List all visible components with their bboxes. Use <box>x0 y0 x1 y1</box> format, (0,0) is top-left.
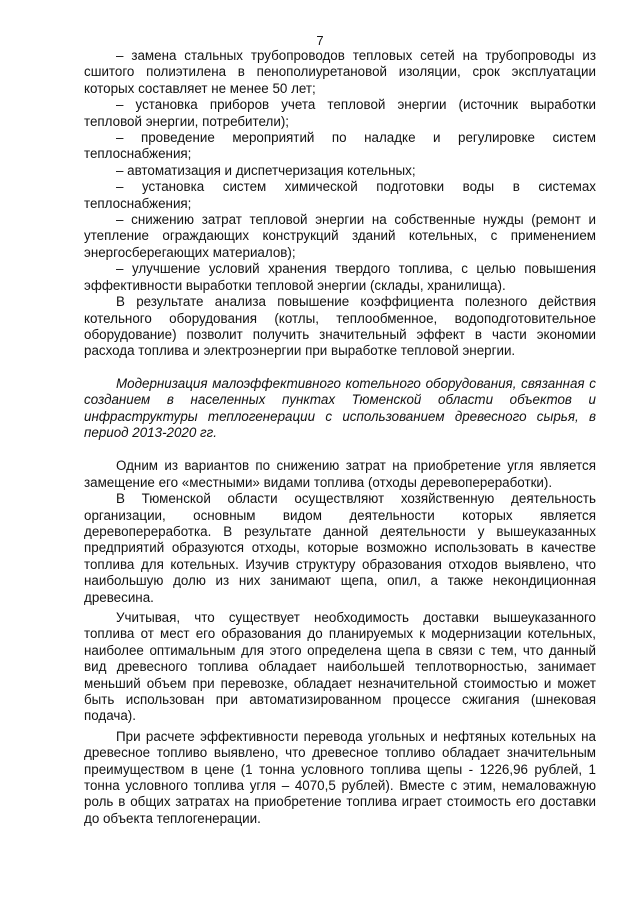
page-number: 7 <box>316 33 324 48</box>
list-item: – проведение мероприятий по наладке и регулировке систем теплоснабжения; <box>84 130 596 162</box>
body-paragraph: При расчете эффективности перевода угольных и нефтяных котельных на древесное топливо выявлено, что древесное топливо обладает значительным преимуществом в цене (1 тонна условного топлива щепы - 1226,96 рублей, 1 тонна условного топлива угля – 4070,5 рублей). Вместе с этим, немаловажную роль в общих затратах на приобретение топлива играет стоимость его доставки до объекта теплогенерации. <box>84 728 596 826</box>
section-gap <box>84 441 596 458</box>
section-heading: Модернизация малоэффективного котельного оборудования, связанная с созданием в населенных пунктах Тюменской области объектов и инфраструктуры теплогенерации с использованием древесного сырья, в период 2013-2020 гг. <box>84 375 596 440</box>
list-item: – замена стальных трубопроводов тепловых сетей на трубопроводы из сшитого полиэтилена в пенополиуретановой изоляции, срок эксплуатации которых составляет не менее 50 лет; <box>84 48 596 96</box>
list-item: – автоматизация и диспетчеризация котельных; <box>116 162 416 178</box>
list-item: – установка приборов учета тепловой энергии (источник выработки тепловой энергии, потребители); <box>84 97 596 129</box>
list-item: – снижению затрат тепловой энергии на собственные нужды (ремонт и утепление ограждающих конструкций зданий котельных, с применением энергосберегающих материалов); <box>84 212 596 260</box>
list-item: – установка систем химической подготовки воды в системах теплоснабжения; <box>84 179 596 211</box>
page-content <box>84 48 596 827</box>
result-paragraph: В результате анализа повышение коэффициента полезного действия котельного оборудования (котлы, теплообменное, водоподготовительное оборудование) позволит получить значительный эффект в части экономии расхода топлива и электроэнергии при выработке тепловой энергии. <box>84 294 596 359</box>
body-paragraph: В Тюменской области осуществляют хозяйственную деятельность организации, основным видом деятельности которых является деревопереработка. В результате данной деятельности у вышеуказанных предприятий образуются отходы, которые возможно использовать в качестве топлива для котельных. Изучив структуру образования отходов выявлено, что наибольшую долю из них занимают щепа, опил, а также некондиционная древесина. <box>84 491 596 605</box>
list-item: – улучшение условий хранения твердого топлива, с целью повышения эффективности выработки тепловой энергии (склады, хранилища). <box>84 261 596 293</box>
body-paragraph: Учитывая, что существует необходимость доставки вышеуказанного топлива от мест его образования до планируемых к модернизации котельных, наиболее оптимальным для этого определена щепа в связи с тем, что данный вид древесного топлива обладает наибольшей теплотворностью, занимает меньший объем при перевозке, обладает незначительной стоимостью и может быть использован при автоматизированном процессе сжигания (шнековая подача). <box>84 610 596 724</box>
body-paragraph: Одним из вариантов по снижению затрат на приобретение угля является замещение его «местными» видами топлива (отходы деревопереработки). <box>84 458 596 490</box>
